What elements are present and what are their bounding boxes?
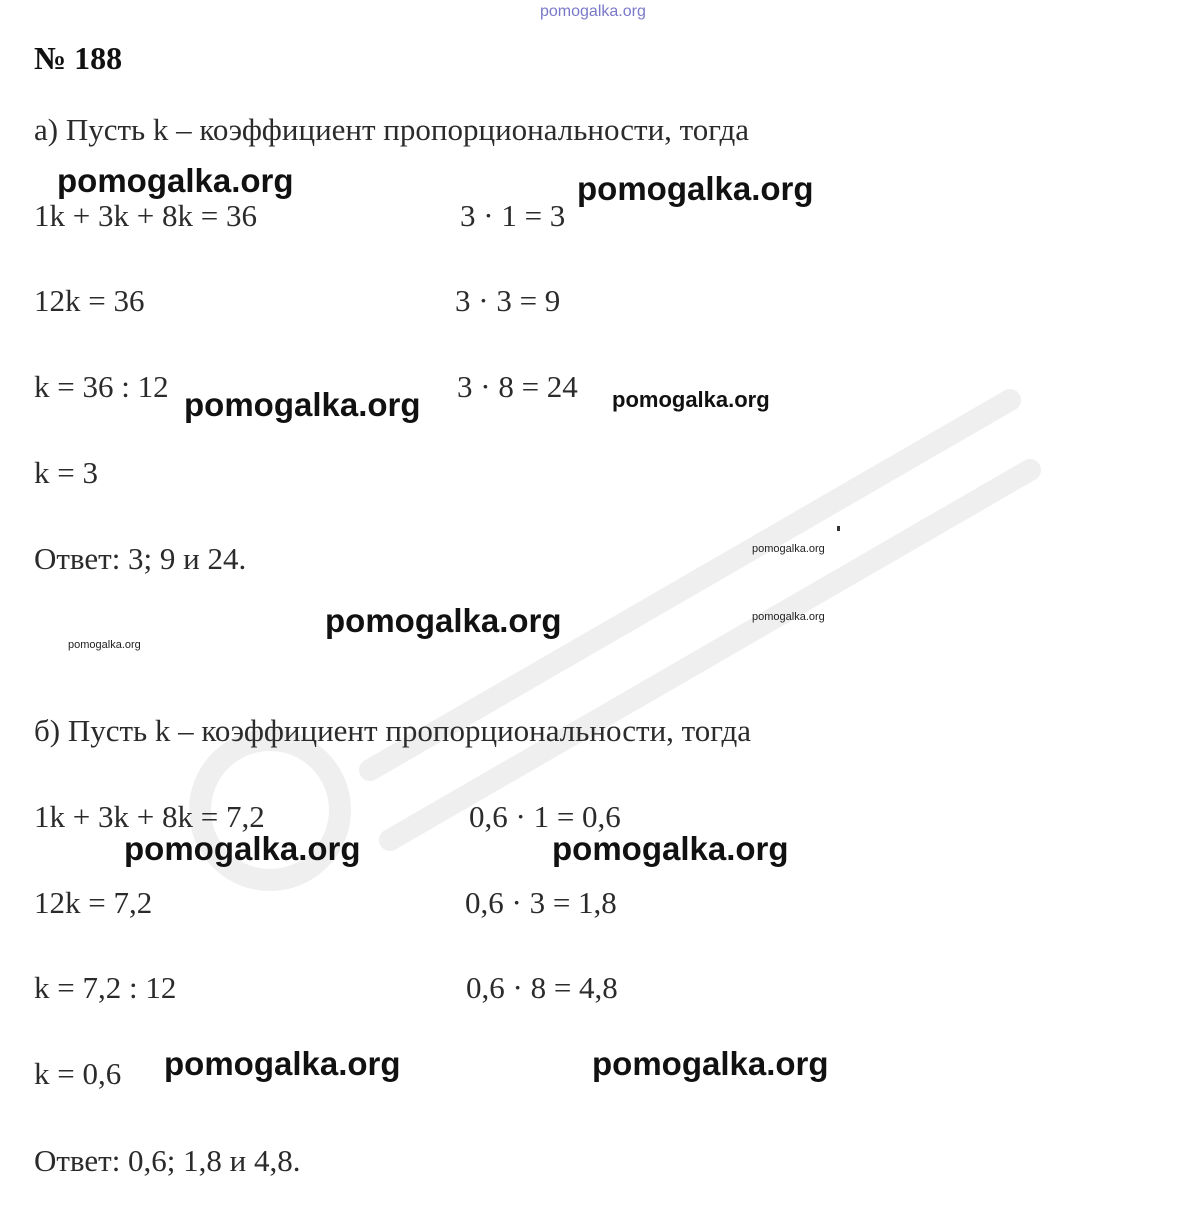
watermark-logo-medium: pomogalka.org [612,387,770,412]
watermark-logo: pomogalka.org [552,830,789,867]
watermark-logo: pomogalka.org [164,1045,401,1082]
part-b-intro: б) Пусть k – коэффициент пропорциональности, тогда [34,713,752,748]
watermark-logo: pomogalka.org [124,830,361,867]
watermark-logo: pomogalka.org [184,386,421,423]
watermark-logo: pomogalka.org [57,162,294,199]
part-a-right-line-3: 3 · 8 = 24 [457,369,578,404]
part-a-right-line-2: 3 · 3 = 9 [455,283,561,318]
part-a-left-line-1: 1k + 3k + 8k = 36 [34,198,257,233]
part-b-right-line-3: 0,6 · 8 = 4,8 [466,970,618,1005]
part-b-answer: Ответ: 0,6; 1,8 и 4,8. [34,1143,301,1178]
part-b-left-line-1: 1k + 3k + 8k = 7,2 [34,799,265,834]
watermark-logo: pomogalka.org [577,170,814,207]
watermark-logo-small: pomogalka.org [752,611,825,623]
part-b-left-line-2: 12k = 7,2 [34,885,153,920]
scan-speck [837,526,840,531]
problem-number: № 188 [34,40,123,76]
part-b-left-line-3: k = 7,2 : 12 [34,970,177,1005]
watermark-logo: pomogalka.org [325,602,562,639]
part-a-answer: Ответ: 3; 9 и 24. [34,541,247,576]
watermark-logo-small: pomogalka.org [752,543,825,555]
watermark-logo-small: pomogalka.org [68,639,141,651]
part-a-right-line-1: 3 · 1 = 3 [460,198,566,233]
top-watermark[interactable]: pomogalka.org [540,3,646,20]
part-a-left-line-3: k = 36 : 12 [34,369,169,404]
part-a-left-line-2: 12k = 36 [34,283,145,318]
part-b-right-line-2: 0,6 · 3 = 1,8 [465,885,617,920]
part-b-left-line-4: k = 0,6 [34,1056,122,1091]
part-a-intro: а) Пусть k – коэффициент пропорциональности, тогда [34,112,749,147]
part-b-right-line-1: 0,6 · 1 = 0,6 [469,799,621,834]
watermark-logo: pomogalka.org [592,1045,829,1082]
part-a-left-line-4: k = 3 [34,455,98,490]
